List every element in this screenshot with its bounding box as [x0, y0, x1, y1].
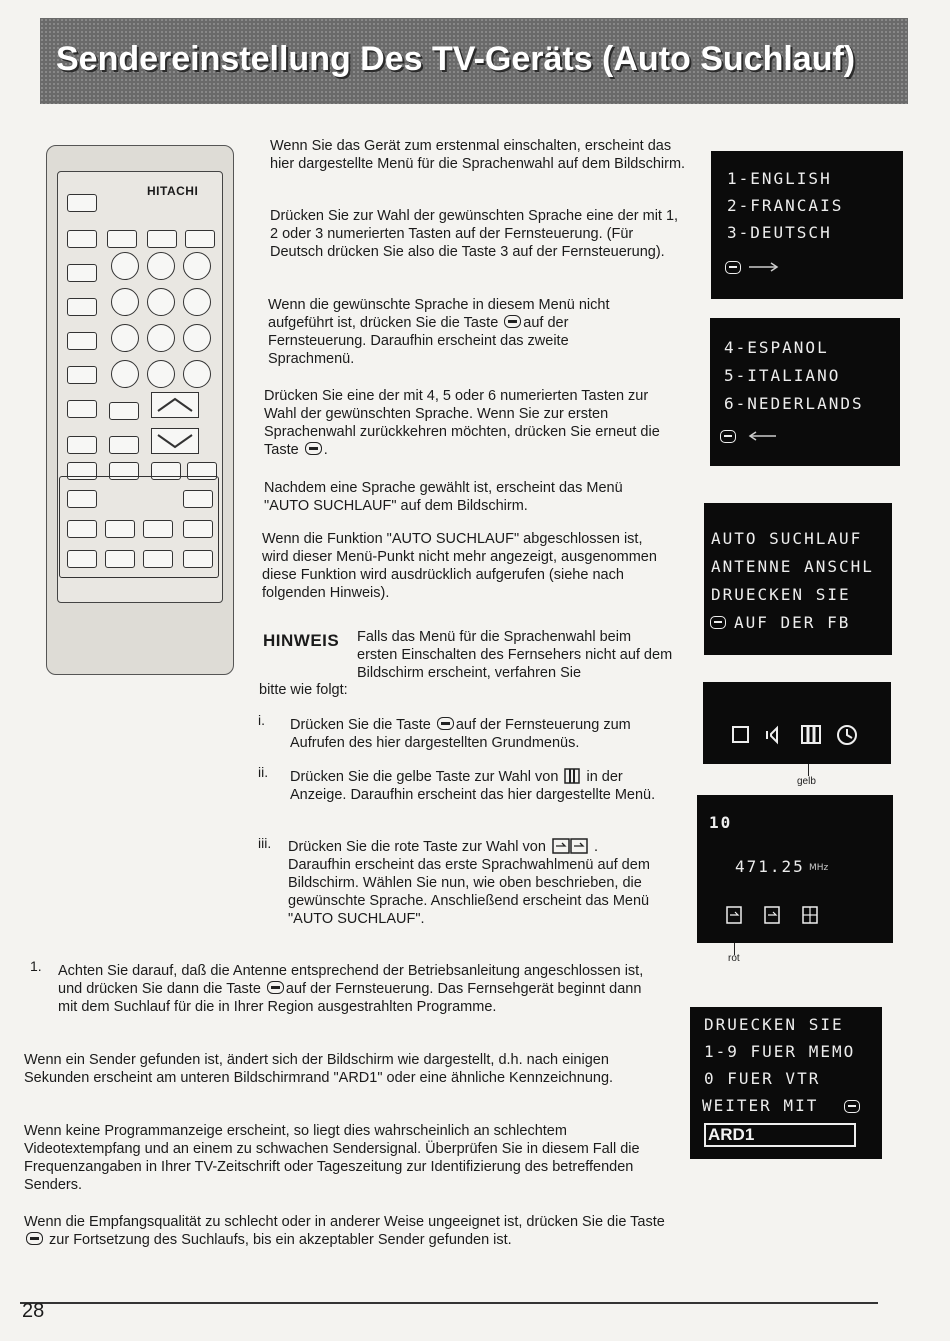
remote-button: [109, 402, 139, 420]
osd-language-option: 3-DEUTSCH: [727, 223, 832, 242]
remote-button: [67, 298, 97, 316]
osd-language-option: 2-FRANCAIS: [727, 196, 844, 215]
step-text: auf der Fernsteuerung zum Aufrufen des hier dargestellten Grundmenüs.: [290, 717, 631, 751]
paragraph-text: .: [323, 442, 328, 458]
step-iii-text: [288, 838, 658, 928]
arrow-left-icon: [742, 430, 782, 442]
title-banner: [40, 18, 908, 104]
step-i-text: [290, 716, 675, 752]
osd-tuning-icons: [697, 795, 893, 943]
osd-auto-search-menu: [704, 503, 892, 655]
clock-icon: [838, 726, 856, 744]
step-number: ii.: [258, 764, 269, 780]
arrow-right-icon: [747, 261, 787, 273]
remote-digit-3: [183, 252, 211, 280]
remote-button: [67, 400, 97, 418]
menu-button-icon: [26, 1232, 43, 1245]
setup-icon: [802, 726, 820, 743]
remote-button: [183, 490, 213, 508]
osd-text-line: AUTO SUCHLAUF: [711, 529, 863, 548]
item-text: auf der Fernsteuerung. Das Fernsehgerät beginnt dann mit dem Suchlauf für die in Ihrer Region ausgestrahlten Programme.: [58, 981, 642, 1015]
remote-brand-label: HITACHI: [147, 184, 199, 198]
remote-digit-c: [111, 360, 139, 388]
remote-button: [105, 520, 135, 538]
osd-language-option: 1-ENGLISH: [727, 169, 832, 188]
remote-button: [107, 230, 137, 248]
item-text: Achten Sie darauf, daß die Antenne entsprechend der Betriebsanleitung angeschlossen ist, und drücken Sie dann die Taste: [58, 963, 644, 997]
step-text: in der Anzeige. Daraufhin erscheint das hier dargestellte Menü.: [290, 769, 656, 803]
remote-button: [67, 230, 97, 248]
osd-text-line: 0 FUER VTR: [704, 1069, 821, 1088]
remote-digit-7: [111, 324, 139, 352]
remote-digit-5: [147, 288, 175, 316]
setup-icon: [564, 768, 580, 784]
remote-digit-0: [147, 360, 175, 388]
remote-button: [67, 520, 97, 538]
osd-memo-menu: [690, 1007, 882, 1159]
sound-icon: [767, 728, 777, 742]
remote-button: [147, 230, 177, 248]
remote-button: [67, 550, 97, 568]
osd-main-menu: [703, 682, 891, 764]
caption-yellow: gelb: [797, 776, 816, 787]
paragraph-poor-reception: [24, 1213, 669, 1249]
remote-button: [105, 550, 135, 568]
osd-text-line: AUF DER FB: [734, 613, 851, 632]
tuning-icon: [552, 838, 588, 854]
step-ii-text: [290, 768, 665, 804]
remote-digit-6: [183, 288, 211, 316]
remote-digit-8: [147, 324, 175, 352]
menu-button-icon: [504, 315, 521, 328]
paragraph-auto-search-done: Wenn die Funktion "AUTO SUCHLAUF" abgeschlossen ist, wird dieser Menü-Punkt nicht mehr angezeigt, ausgenommen diese Funktion wird ausdrücklich aufgerufen (siehe nach folgenden Hinweis).: [262, 531, 657, 601]
paragraph-no-display: Wenn keine Programmanzeige erscheint, so liegt dies wahrscheinlich an schlechtem Videotextempfang und an einem zu schwachen Sendersignal. Überprüfen Sie in diesem Fall die Frequenzangaben in Ihrer TV-Zeitschrift oder Tageszeitung zur Identifizierung des betreffenden Senders.: [24, 1123, 640, 1193]
note-text: Falls das Menü für die Sprachenwahl beim ersten Einschalten des Fernsehers nicht auf dem Bildschirm erscheint, verfahren Sie: [357, 629, 673, 681]
down-arrow-icon: [152, 429, 198, 453]
remote-button: [143, 520, 173, 538]
caption-red: rot: [728, 953, 740, 964]
osd-language-option: 6-NEDERLANDS: [724, 394, 864, 413]
step-number: iii.: [258, 835, 272, 851]
remote-digit-9: [183, 324, 211, 352]
remote-down-arrow: [151, 428, 199, 454]
osd-frequency-unit: MHz: [809, 863, 829, 873]
paragraph-text: auf der Fernsteuerung. Daraufhin erscheint das zweite Sprachmenü.: [268, 315, 569, 367]
step-text: Drücken Sie die rote Taste zur Wahl von: [288, 839, 546, 855]
search-down-icon: [727, 907, 741, 923]
remote-button: [67, 332, 97, 350]
remote-button: [67, 490, 97, 508]
paragraph-language-missing: [268, 296, 653, 368]
osd-language-option: 5-ITALIANO: [724, 366, 841, 385]
osd-text-line: ANTENNE ANSCHL: [711, 557, 874, 576]
osd-menu-key-icon: [725, 261, 741, 274]
page-number: 28: [22, 1300, 45, 1322]
item-number: 1.: [30, 958, 42, 974]
note-label: HINWEIS: [263, 631, 340, 650]
osd-menu-key-icon: [720, 430, 736, 443]
osd-frequency-menu: [697, 795, 893, 943]
remote-button: [67, 366, 97, 384]
remote-button: [183, 520, 213, 538]
osd-menu-key-icon: [710, 616, 726, 629]
menu-button-icon: [267, 981, 284, 994]
pointer-line: [808, 764, 809, 776]
osd-frequency-value: 471.25: [735, 857, 805, 876]
footer-rule: [20, 1302, 878, 1304]
remote-button: [67, 436, 97, 454]
remote-digit-plus: [183, 360, 211, 388]
osd-text-line: WEITER MIT: [702, 1096, 819, 1115]
search-up-icon: [765, 907, 779, 923]
picture-icon: [733, 727, 748, 742]
paragraph-text: zur Fortsetzung des Suchlaufs, bis ein akzeptabler Sender gefunden ist.: [49, 1232, 512, 1248]
menu-button-icon: [437, 717, 454, 730]
fine-tune-icon: [803, 907, 817, 923]
paragraph-station-found: Wenn ein Sender gefunden ist, ändert sich der Bildschirm wie dargestellt, d.h. nach einigen Sekunden erscheint am unteren Bildschirmrand "ARD1" oder eine ähnliche Kennzeichnung.: [24, 1052, 614, 1086]
paragraph-text: Wenn die Empfangsqualität zu schlecht oder in anderer Weise ungeeignet ist, drücken Sie die Taste: [24, 1214, 665, 1230]
remote-control-illustration: [46, 145, 234, 675]
remote-digit-4: [111, 288, 139, 316]
remote-digit-1: [111, 252, 139, 280]
step-text: . Daraufhin erscheint das erste Sprachwahlmenü auf dem Bildschirm. Wählen Sie nun, wie oben beschrieben, die gewünschte Sprache. Anschließend erscheint das Menü "AUTO SUCHLAUF".: [288, 839, 650, 927]
menu-button-icon: [305, 442, 322, 455]
paragraph-text: Wenn die gewünschte Sprache in diesem Menü nicht aufgeführt ist, drücken Sie die Taste: [268, 297, 610, 331]
remote-button: [185, 230, 215, 248]
osd-language-menu-2: [710, 318, 900, 466]
remote-button: [183, 550, 213, 568]
remote-button: [143, 550, 173, 568]
remote-power-button: [67, 194, 97, 212]
remote-button: [109, 436, 139, 454]
item-1-text: [58, 962, 658, 1016]
remote-up-arrow: [151, 392, 199, 418]
osd-station-box: [704, 1123, 856, 1147]
paragraph-choose-language: Drücken Sie zur Wahl der gewünschten Sprache eine der mit 1, 2 oder 3 numerierten Tasten auf der Fernsteuerung. (Für Deutsch drücken Sie also die Taste 3 auf der Fernsteuerung).: [270, 208, 679, 260]
step-text: Drücken Sie die gelbe Taste zur Wahl von: [290, 769, 559, 785]
step-number: i.: [258, 712, 265, 728]
osd-channel-number: 10: [709, 813, 733, 832]
osd-text-line: 1-9 FUER MEMO: [704, 1042, 856, 1061]
paragraph-intro: Wenn Sie das Gerät zum erstenmal einschalten, erscheint das hier dargestellte Menü für die Sprachenwahl auf dem Bildschirm.: [270, 138, 686, 172]
paragraph-text: Drücken Sie eine der mit 4, 5 oder 6 numerierten Tasten zur Wahl der gewünschten Sprache. Wenn Sie zur ersten Sprachenwahl zurückkehren möchten, drücken Sie erneut die Taste: [264, 388, 660, 458]
remote-button: [67, 264, 97, 282]
page-title: Sendereinstellung Des TV-Geräts (Auto Suchlauf): [56, 40, 856, 78]
step-text: Drücken Sie die Taste: [290, 717, 431, 733]
paragraph-second-menu: [264, 387, 674, 459]
osd-menu-key-icon: [844, 1100, 860, 1113]
up-arrow-icon: [152, 393, 198, 417]
osd-station-name: ARD1: [708, 1125, 755, 1144]
osd-language-option: 4-ESPANOL: [724, 338, 829, 357]
osd-text-line: DRUECKEN SIE: [704, 1015, 844, 1034]
paragraph-after-language: Nachdem eine Sprache gewählt ist, erscheint das Menü "AUTO SUCHLAUF" auf dem Bildschirm.: [264, 480, 623, 514]
osd-language-menu-1: [711, 151, 903, 299]
osd-main-menu-icons: [703, 682, 891, 764]
remote-digit-2: [147, 252, 175, 280]
note-text-continued: bitte wie folgt:: [259, 682, 348, 698]
osd-text-line: DRUECKEN SIE: [711, 585, 851, 604]
